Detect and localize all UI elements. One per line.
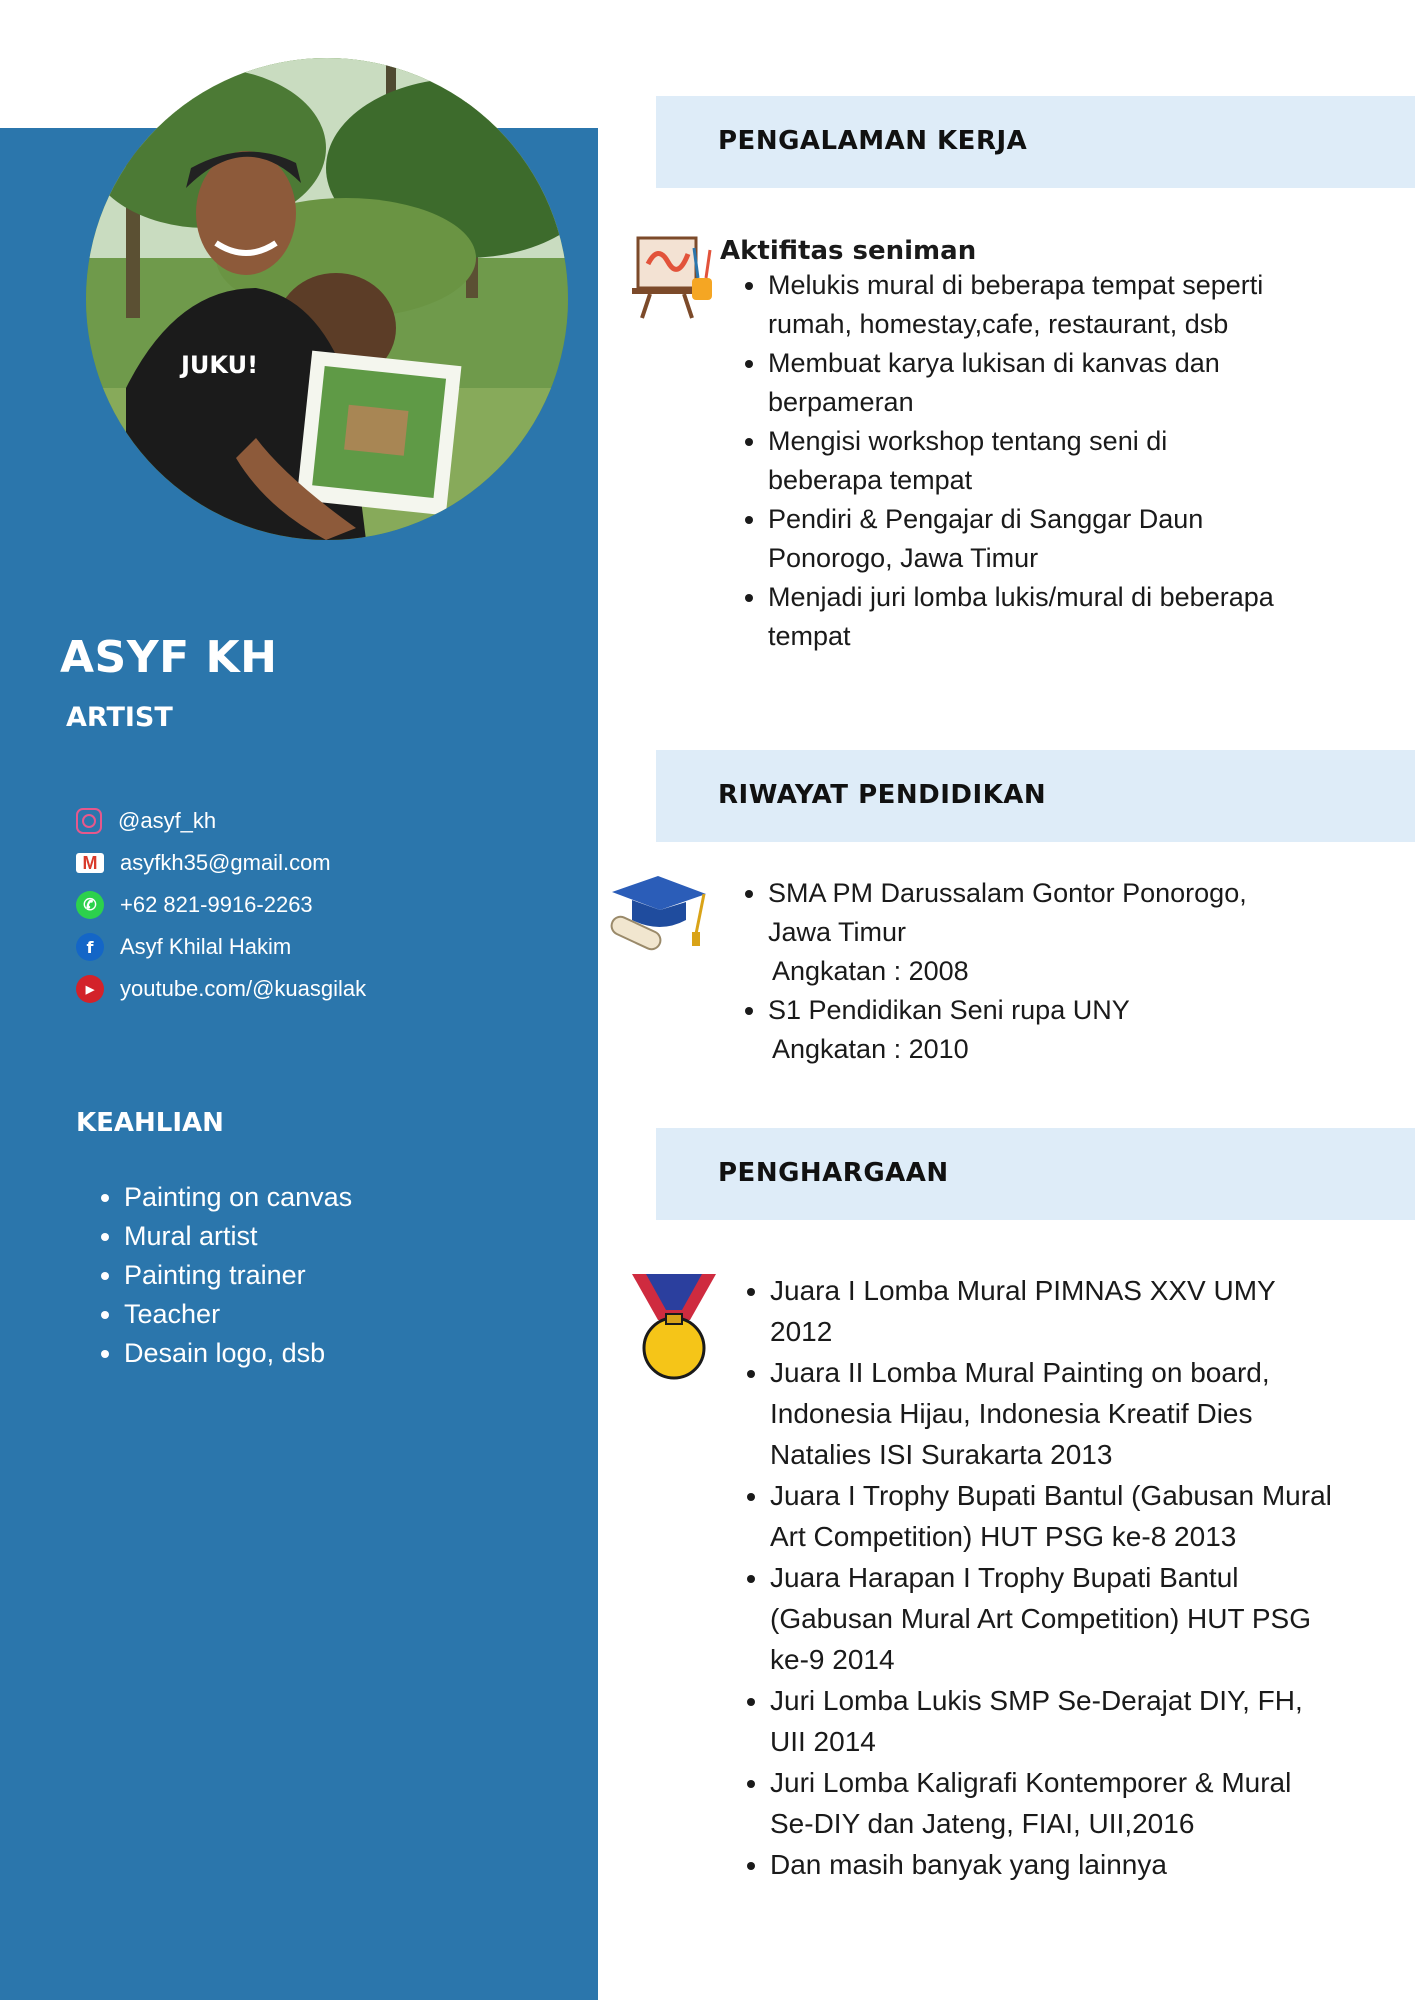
profile-role: ARTIST (66, 702, 173, 733)
facebook-icon: f (76, 933, 104, 961)
contact-facebook-text[interactable]: Asyf Khilal Hakim (120, 934, 292, 959)
contact-youtube-text[interactable]: youtube.com/@kuasgilak (120, 976, 367, 1001)
whatsapp-icon: ✆ (76, 891, 104, 919)
award-item: • Juara I Lomba Mural PIMNAS XXV UMY 2012 (770, 1270, 1342, 1352)
experience-header (656, 96, 1415, 188)
contact-facebook[interactable] (76, 926, 366, 968)
skill-item: • Mural artist (124, 1217, 352, 1256)
experience-list (720, 266, 1280, 656)
experience-subtitle: Aktifitas seniman (720, 236, 977, 266)
education-header (656, 750, 1415, 842)
email-icon: M (76, 853, 104, 873)
education-block (720, 874, 1280, 1069)
education-school: • S1 Pendidikan Seni rupa UNY (768, 995, 1130, 1025)
award-item: • Juara I Trophy Bupati Bantul (Gabusan Mural Art Competition) HUT PSG ke-8 2013 (770, 1475, 1342, 1557)
shirt-text: JUKU! (181, 351, 259, 379)
experience-item: • Melukis mural di beberapa tempat seperti rumah, homestay,cafe, restaurant, dsb (768, 266, 1280, 344)
profile-photo (86, 58, 568, 540)
skill-item: • Painting on canvas (124, 1178, 352, 1217)
profile-photo-illustration (86, 58, 568, 540)
award-item: • Dan masih banyak yang lainnya (770, 1844, 1342, 1885)
contact-instagram[interactable] (76, 800, 366, 842)
contact-instagram-text[interactable]: @asyf_kh (118, 808, 217, 833)
education-list (720, 874, 1280, 1069)
experience-item: • Menjadi juri lomba lukis/mural di beberapa tempat (768, 578, 1280, 656)
skill-item: • Painting trainer (124, 1256, 352, 1295)
experience-item: • Pendiri & Pengajar di Sanggar Daun Ponorogo, Jawa Timur (768, 500, 1280, 578)
graduation-cap-icon (608, 874, 710, 958)
medal-icon (628, 1270, 720, 1384)
experience-item: • Membuat karya lukisan di kanvas dan berpameran (768, 344, 1280, 422)
education-school: • SMA PM Darussalam Gontor Ponorogo, Jawa Timur (768, 878, 1247, 947)
awards-title: PENGHARGAAN (718, 1158, 949, 1188)
skill-item: • Desain logo, dsb (124, 1334, 352, 1373)
award-item: • Juri Lomba Lukis SMP Se-Derajat DIY, FH, UII 2014 (770, 1680, 1342, 1762)
education-year: Angkatan : 2010 (772, 1034, 969, 1064)
experience-block (720, 236, 1280, 656)
easel-palette-icon (628, 234, 720, 320)
awards-header (656, 1128, 1415, 1220)
experience-title: PENGALAMAN KERJA (718, 126, 1028, 156)
education-item (768, 991, 1280, 1069)
skills-list (98, 1178, 352, 1373)
profile-name: ASYF KH (60, 632, 278, 683)
award-item: • Juara II Lomba Mural Painting on board, Indonesia Hijau, Indonesia Kreatif Dies Natalies ISI Surakarta 2013 (770, 1352, 1342, 1475)
contact-email-text[interactable]: asyfkh35@gmail.com (120, 850, 331, 875)
education-item (768, 874, 1280, 991)
contact-whatsapp[interactable] (76, 884, 366, 926)
education-title: RIWAYAT PENDIDIKAN (718, 780, 1047, 810)
skills-title: KEAHLIAN (76, 1108, 224, 1138)
instagram-icon (76, 808, 102, 834)
youtube-icon: ▶ (76, 975, 104, 1003)
skill-item: • Teacher (124, 1295, 352, 1334)
experience-item: • Mengisi workshop tentang seni di beberapa tempat (768, 422, 1280, 500)
awards-block (722, 1270, 1342, 1885)
contact-list (76, 800, 366, 1010)
education-year: Angkatan : 2008 (772, 956, 969, 986)
award-item: • Juri Lomba Kaligrafi Kontemporer & Mural Se-DIY dan Jateng, FIAI, UII,2016 (770, 1762, 1342, 1844)
contact-whatsapp-text[interactable]: +62 821-9916-2263 (120, 892, 313, 917)
contact-youtube[interactable] (76, 968, 366, 1010)
award-item: • Juara Harapan I Trophy Bupati Bantul (Gabusan Mural Art Competition) HUT PSG ke-9 2014 (770, 1557, 1342, 1680)
contact-email[interactable] (76, 842, 366, 884)
awards-list (722, 1270, 1342, 1885)
